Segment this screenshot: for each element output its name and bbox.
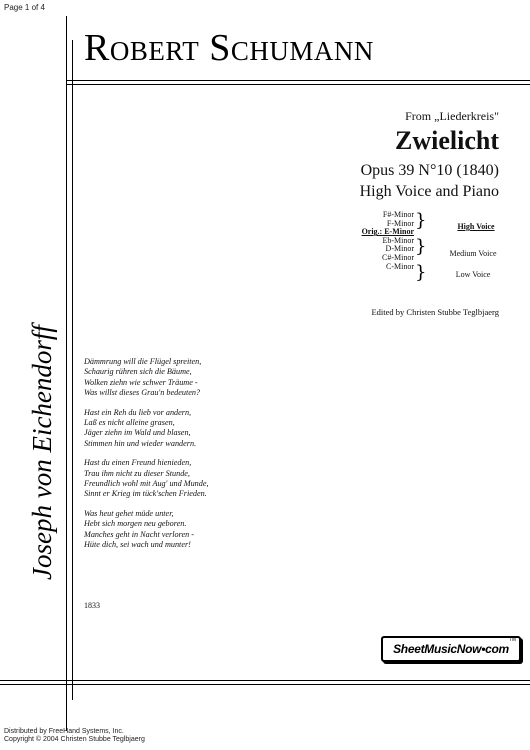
poem-stanza [84, 458, 344, 500]
distribution-note: Distributed by FreeHand Systems, Inc. [4, 728, 124, 735]
brace-medium-icon: } [415, 236, 427, 257]
poem-year: 1833 [84, 601, 100, 610]
poem-line: Wolken ziehn wie schwer Träume - [84, 377, 198, 387]
page-indicator: Page 1 of 4 [4, 3, 45, 12]
poem-stanza [84, 357, 344, 399]
sheetmusicnow-logo[interactable] [381, 636, 521, 662]
key-low-1: C#-Minor [382, 252, 414, 262]
key-high-2: F-Minor [386, 218, 414, 228]
key-list [334, 211, 414, 271]
poem-line: Manches geht in Nacht verloren - [84, 529, 194, 539]
poem-line: Freundlich wohl mit Aug' und Munde, [84, 479, 209, 489]
poem-line: Jäger ziehn im Wald und blasen, [84, 428, 191, 438]
logo-trademark: TM [508, 637, 516, 643]
poem-line: Hast du einen Freund hienieden, [84, 458, 192, 468]
header-rule [66, 80, 530, 81]
opus-number: Opus 39 N°10 (1840) [360, 162, 499, 179]
footer-rule-second [0, 684, 530, 685]
key-low-2: C-Minor [386, 261, 414, 271]
poem-stanza [84, 408, 344, 450]
voice-range-low: Low Voice [455, 270, 491, 279]
poem-line: Laß es nicht alleine grasen, [84, 418, 175, 428]
poem-line: Stimmen hin und wieder wandern. [84, 438, 197, 448]
collection-source: From „Liederkreis" [405, 109, 499, 123]
key-medium-2: D-Minor [385, 244, 414, 254]
poet-name: Joseph von Eichendorff [27, 325, 57, 580]
key-high-1: F#-Minor [382, 210, 414, 219]
poem-line: Hast ein Reh du lieb vor andern, [84, 407, 192, 417]
header-rule-second [66, 84, 530, 85]
poem-line: Schaurig rühren sich die Bäume, [84, 367, 192, 377]
left-rule-inner [72, 40, 73, 700]
poem-line: Was willst dieses Grau'n bedeuten? [84, 388, 201, 398]
voice-range-medium: Medium Voice [449, 249, 497, 258]
poem-line: Hüte dich, sei wach und munter! [84, 540, 191, 550]
song-title: Zwielicht [395, 126, 499, 155]
voice-range-high: High Voice [457, 222, 495, 231]
left-rule [66, 16, 67, 731]
instrumentation: High Voice and Piano [359, 183, 499, 200]
poem-line: Trau ihm nicht zu dieser Stunde, [84, 468, 190, 478]
poem-line: Was heut gehet müde unter, [84, 508, 174, 518]
composer-name: Robert Schumann [84, 27, 374, 69]
poem-stanza [84, 509, 344, 551]
poem-line: Sinnt er Krieg im tück'schen Frieden. [84, 489, 207, 499]
key-medium-1: Eb-Minor [382, 235, 414, 245]
editor-credit: Edited by Christen Stubbe Teglbjaerg [371, 307, 499, 317]
poem-line: Dämmrung will die Flügel spreiten, [84, 357, 202, 366]
key-original: Orig.: E-Minor [361, 227, 414, 237]
poem-text [84, 357, 344, 560]
brace-high-icon: } [415, 210, 427, 231]
logo-text: SheetMusicNow•com [393, 642, 509, 656]
copyright-note: Copyright © 2004 Christen Stubbe Teglbjaerg [4, 736, 145, 743]
footer-rule [0, 680, 530, 681]
brace-low-icon: } [415, 262, 427, 283]
poem-line: Hebt sich morgen neu geboren. [84, 519, 187, 529]
